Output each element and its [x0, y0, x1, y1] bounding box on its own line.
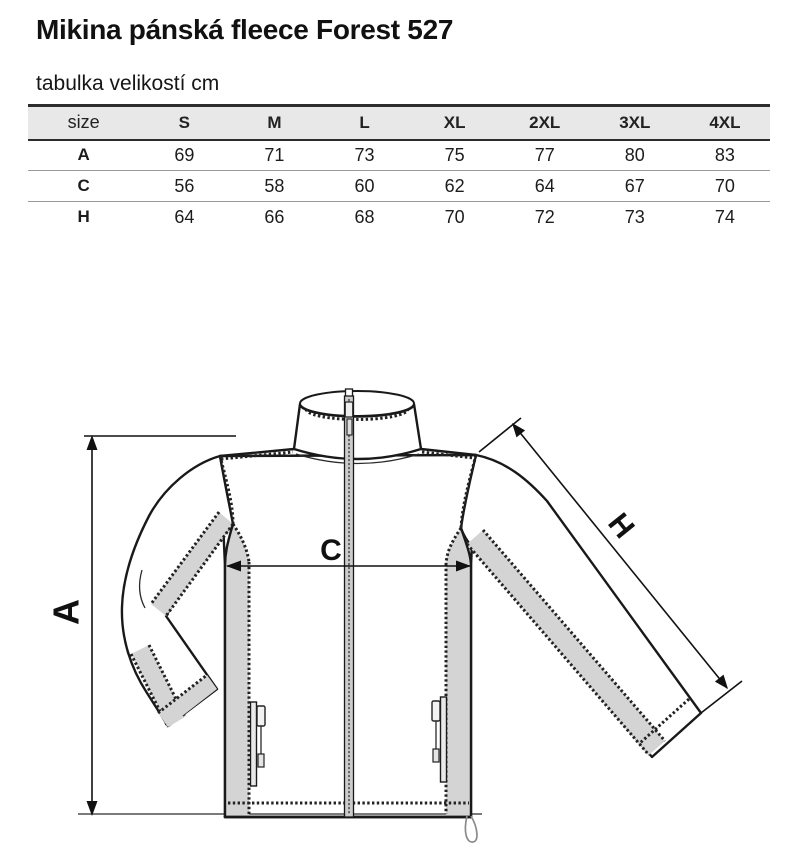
left-pocket-pull: [258, 754, 264, 767]
header-cell-4xl: 4XL: [680, 106, 770, 140]
label-h: H: [601, 507, 641, 545]
row-label-h: H: [77, 207, 90, 227]
table-row-h: [28, 202, 770, 233]
cell-c-l: 60: [354, 175, 375, 196]
cell-h-m: 66: [264, 206, 285, 227]
header-row: [28, 106, 770, 140]
header-cell-2xl: 2XL: [500, 106, 590, 140]
label-a: A: [45, 599, 87, 625]
cell-a-4xl: 83: [714, 144, 735, 165]
label-c: C: [320, 534, 342, 567]
hem-drawstring-loop: [465, 816, 477, 842]
cell-h-l: 68: [354, 206, 375, 227]
cell-a-3xl: 80: [624, 144, 645, 165]
cell-h-4xl: 74: [714, 206, 735, 227]
header-cell-3xl: 3XL: [590, 106, 680, 140]
cell-c-s: 56: [174, 175, 195, 196]
page-title: Mikina pánská fleece Forest 527: [36, 14, 454, 45]
table-row-c: [28, 171, 770, 202]
size-table-header: [28, 106, 770, 140]
cell-c-4xl: 70: [714, 175, 735, 196]
cell-h-s: 64: [174, 206, 195, 227]
cell-a-2xl: 77: [534, 144, 555, 165]
row-label-a: A: [77, 145, 90, 165]
cell-c-m: 58: [264, 175, 285, 196]
left-sleeve: [122, 456, 233, 727]
header-cell-xl: XL: [410, 106, 500, 140]
header-cell-size: size: [28, 106, 139, 140]
header-cell-s: S: [139, 106, 229, 140]
right-pocket-slider: [432, 701, 440, 721]
cell-a-s: 69: [174, 144, 195, 165]
cell-c-3xl: 67: [624, 175, 645, 196]
cell-c-2xl: 64: [534, 175, 555, 196]
cell-a-xl: 75: [444, 144, 465, 165]
table-caption: tabulka velikostí cm: [36, 72, 220, 95]
zipper-pull: [347, 419, 352, 435]
cell-c-xl: 62: [444, 175, 465, 196]
zipper-slider: [345, 402, 353, 417]
cell-a-m: 71: [264, 144, 285, 165]
row-label-c: C: [77, 176, 90, 195]
table-row-a: [28, 140, 770, 171]
cell-h-3xl: 73: [624, 206, 645, 227]
left-pocket-slider: [257, 706, 265, 726]
size-table: [28, 104, 770, 233]
cell-h-2xl: 72: [534, 206, 555, 227]
jacket-measurement-diagram: [0, 376, 800, 856]
collar: [294, 391, 421, 464]
header-cell-l: L: [319, 106, 409, 140]
right-sleeve: [461, 455, 701, 757]
front-zipper: [345, 389, 354, 817]
cell-a-l: 73: [354, 144, 375, 165]
right-pocket-pull: [433, 749, 439, 762]
header-cell-m: M: [229, 106, 319, 140]
cell-h-xl: 70: [444, 206, 465, 227]
